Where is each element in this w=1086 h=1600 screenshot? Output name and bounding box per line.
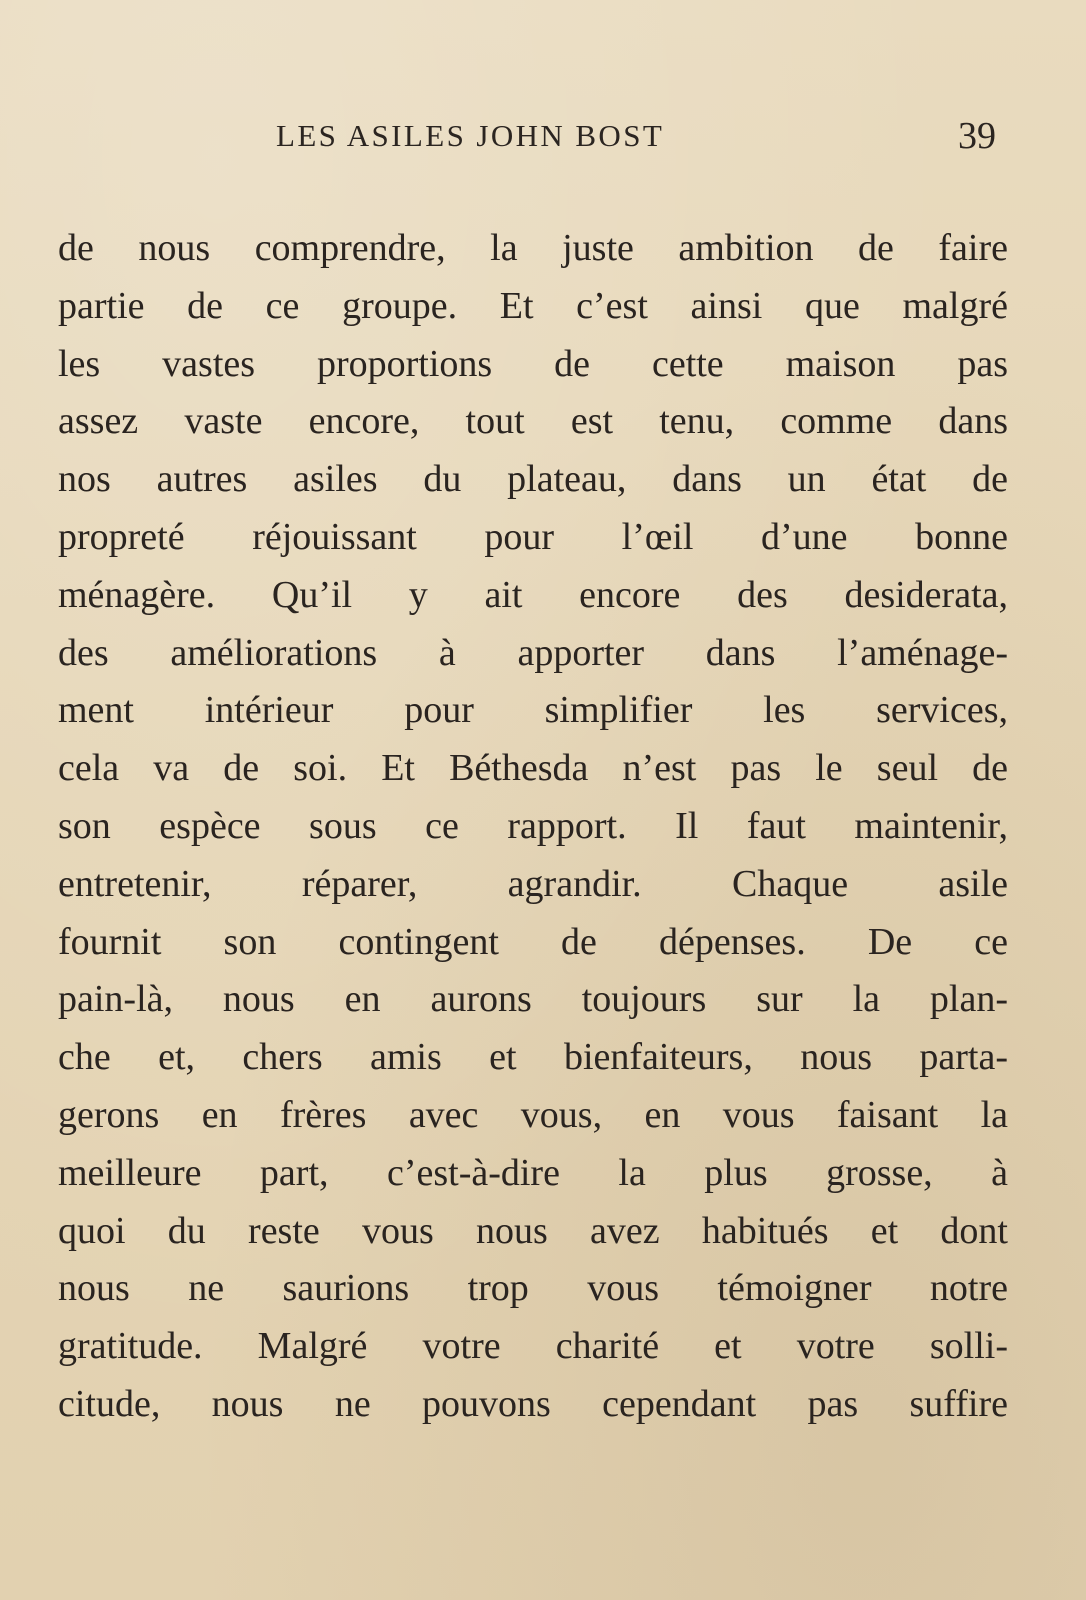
text-line: nous ne saurions trop vous témoigner notre <box>58 1267 1008 1310</box>
text-line: fournit son contingent de dépenses. De ce <box>58 920 1008 963</box>
page-number: 39 <box>958 115 996 157</box>
text-line: les vastes proportions de cette maison pas <box>58 342 1008 385</box>
text-line: nos autres asiles du plateau, dans un état de <box>58 458 1008 501</box>
body-text <box>58 220 1008 1434</box>
text-line: entretenir, réparer, agrandir. Chaque asile <box>58 862 1008 905</box>
text-line: quoi du reste vous nous avez habitués et dont <box>58 1209 1008 1252</box>
running-head <box>0 115 1086 158</box>
text-line: son espèce sous ce rapport. Il faut maintenir, <box>58 804 1008 847</box>
text-line: propreté réjouissant pour l’œil d’une bonne <box>58 515 1008 558</box>
text-line: cela va de soi. Et Béthesda n’est pas le seul de <box>58 747 1008 790</box>
text-line: assez vaste encore, tout est tenu, comme dans <box>58 400 1008 443</box>
text-line: de nous comprendre, la juste ambition de faire <box>58 227 1008 269</box>
text-line: partie de ce groupe. Et c’est ainsi que malgré <box>58 284 1008 327</box>
text-line: ménagère. Qu’il y ait encore des desiderata, <box>58 573 1008 616</box>
running-title: LES ASILES JOHN BOST <box>276 118 665 153</box>
text-line: pain-là, nous en aurons toujours sur la plan- <box>58 978 1008 1021</box>
text-line: ment intérieur pour simplifier les services, <box>58 689 1008 732</box>
text-line: gerons en frères avec vous, en vous faisant la <box>58 1093 1008 1136</box>
text-line: citude, nous ne pouvons cependant pas suffire <box>58 1382 1008 1425</box>
text-line: des améliorations à apporter dans l’aménage- <box>58 631 1008 674</box>
text-line: gratitude. Malgré votre charité et votre solli- <box>58 1325 1008 1368</box>
text-line: meilleure part, c’est-à-dire la plus grosse, à <box>58 1151 1008 1194</box>
text-line: che et, chers amis et bienfaiteurs, nous parta- <box>58 1036 1008 1079</box>
